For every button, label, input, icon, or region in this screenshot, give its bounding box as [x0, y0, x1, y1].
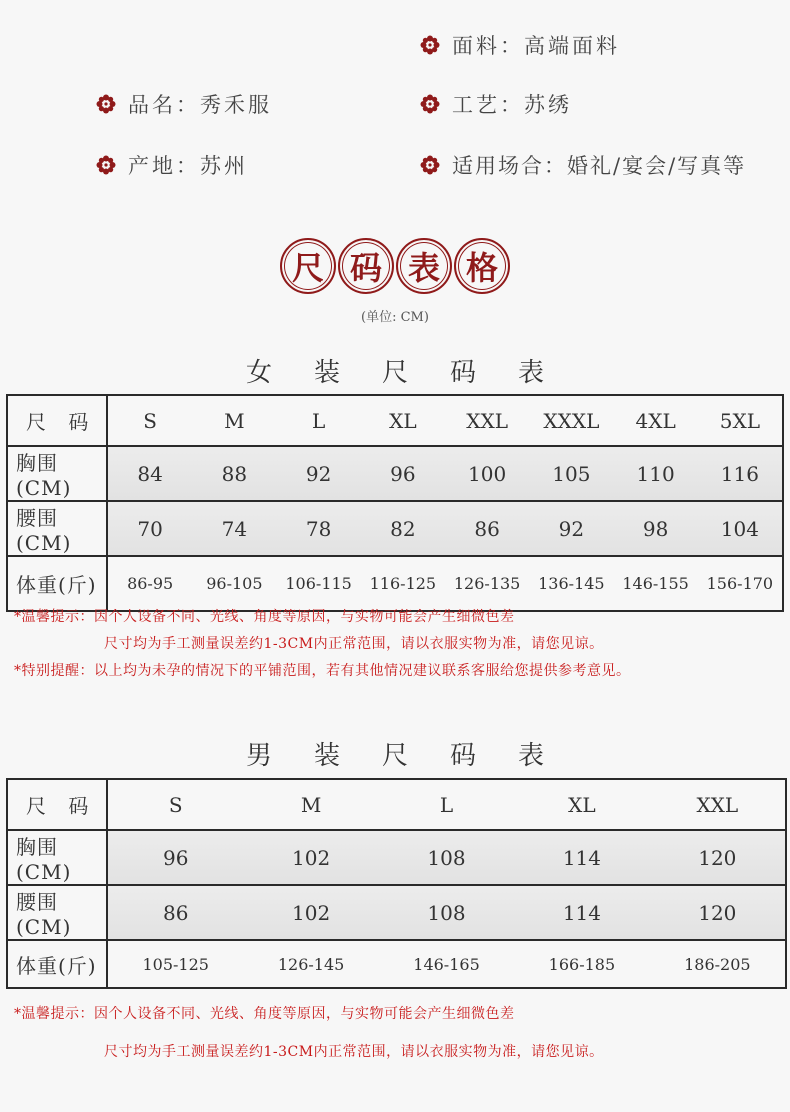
special-reminder-note: *特别提醒：以上均为未孕的情况下的平铺范围，若有其他情况建议联系客服给您提供参考意见。 — [14, 663, 631, 679]
banner-badge: 表 — [396, 238, 452, 294]
row-label: 腰围(CM) — [7, 885, 107, 940]
banner-badge: 码 — [338, 238, 394, 294]
banner-badge: 尺 — [280, 238, 336, 294]
men-weight-values: 105-125 126-145 146-165 166-185 186-205 — [142, 954, 751, 974]
row-label: 尺 码 — [7, 395, 107, 446]
info-origin — [96, 150, 248, 180]
info-origin-text: 产地：苏州 — [128, 154, 248, 178]
info-name — [96, 89, 272, 119]
info-name-text: 品名：秀禾服 — [128, 93, 272, 117]
table-row — [7, 779, 786, 830]
women-weight-values: 86-95 96-105 106-115 116-125 126-135 136-145 146-155 156-170 — [127, 574, 774, 593]
info-craft — [420, 89, 572, 119]
row-label: 腰围(CM) — [7, 501, 107, 556]
flower-icon — [420, 94, 440, 114]
measurement-note: 尺寸均为手工测量误差约1-3CM内正常范围，请以衣服实物为准，请您见谅。 — [104, 636, 604, 652]
table-row — [7, 446, 783, 501]
row-label: 胸围(CM) — [7, 830, 107, 885]
row-label: 体重(斤) — [7, 940, 107, 988]
flower-icon — [96, 155, 116, 175]
warm-tip-note: *温馨提示：因个人设备不同、光线、角度等原因，与实物可能会产生细微色差 — [14, 1006, 515, 1022]
size-chart-banner — [0, 238, 790, 294]
measurement-note: 尺寸均为手工测量误差约1-3CM内正常范围，请以衣服实物为准，请您见谅。 — [104, 1044, 604, 1060]
info-occasion-text: 适用场合：婚礼/宴会/写真等 — [452, 154, 747, 178]
men-size-table — [6, 778, 787, 989]
flower-icon — [420, 35, 440, 55]
row-label: 胸围(CM) — [7, 446, 107, 501]
women-chest-values: 84 88 92 96 100 105 110 116 — [137, 461, 759, 486]
table-row — [7, 940, 786, 988]
table-row — [7, 885, 786, 940]
women-waist-values: 70 74 78 82 86 92 98 104 — [137, 516, 759, 541]
women-table-title: 女 装 尺 码 表 — [245, 358, 544, 388]
row-label: 体重(斤) — [7, 556, 107, 611]
info-occasion — [420, 150, 746, 180]
women-size-table — [6, 394, 784, 612]
table-row — [7, 830, 786, 885]
info-craft-text: 工艺：苏绣 — [452, 93, 572, 117]
table-row — [7, 501, 783, 556]
flower-icon — [96, 94, 116, 114]
men-table-title: 男 装 尺 码 表 — [245, 741, 544, 771]
table-row — [7, 395, 783, 446]
warm-tip-note: *温馨提示：因个人设备不同、光线、角度等原因，与实物可能会产生细微色差 — [14, 609, 515, 625]
banner-badge: 格 — [454, 238, 510, 294]
men-size-values: S M L XL XXL — [168, 792, 739, 817]
men-chest-values: 96 102 108 114 120 — [162, 845, 737, 870]
row-label: 尺 码 — [7, 779, 107, 830]
unit-label: (单位: CM) — [361, 310, 429, 325]
table-row — [7, 556, 783, 611]
flower-icon — [420, 155, 440, 175]
women-size-values: S M L XL XXL XXXL 4XL 5XL — [143, 408, 760, 433]
men-waist-values: 86 102 108 114 120 — [162, 900, 737, 925]
info-fabric — [420, 30, 620, 60]
info-fabric-text: 面料：高端面料 — [452, 34, 620, 58]
